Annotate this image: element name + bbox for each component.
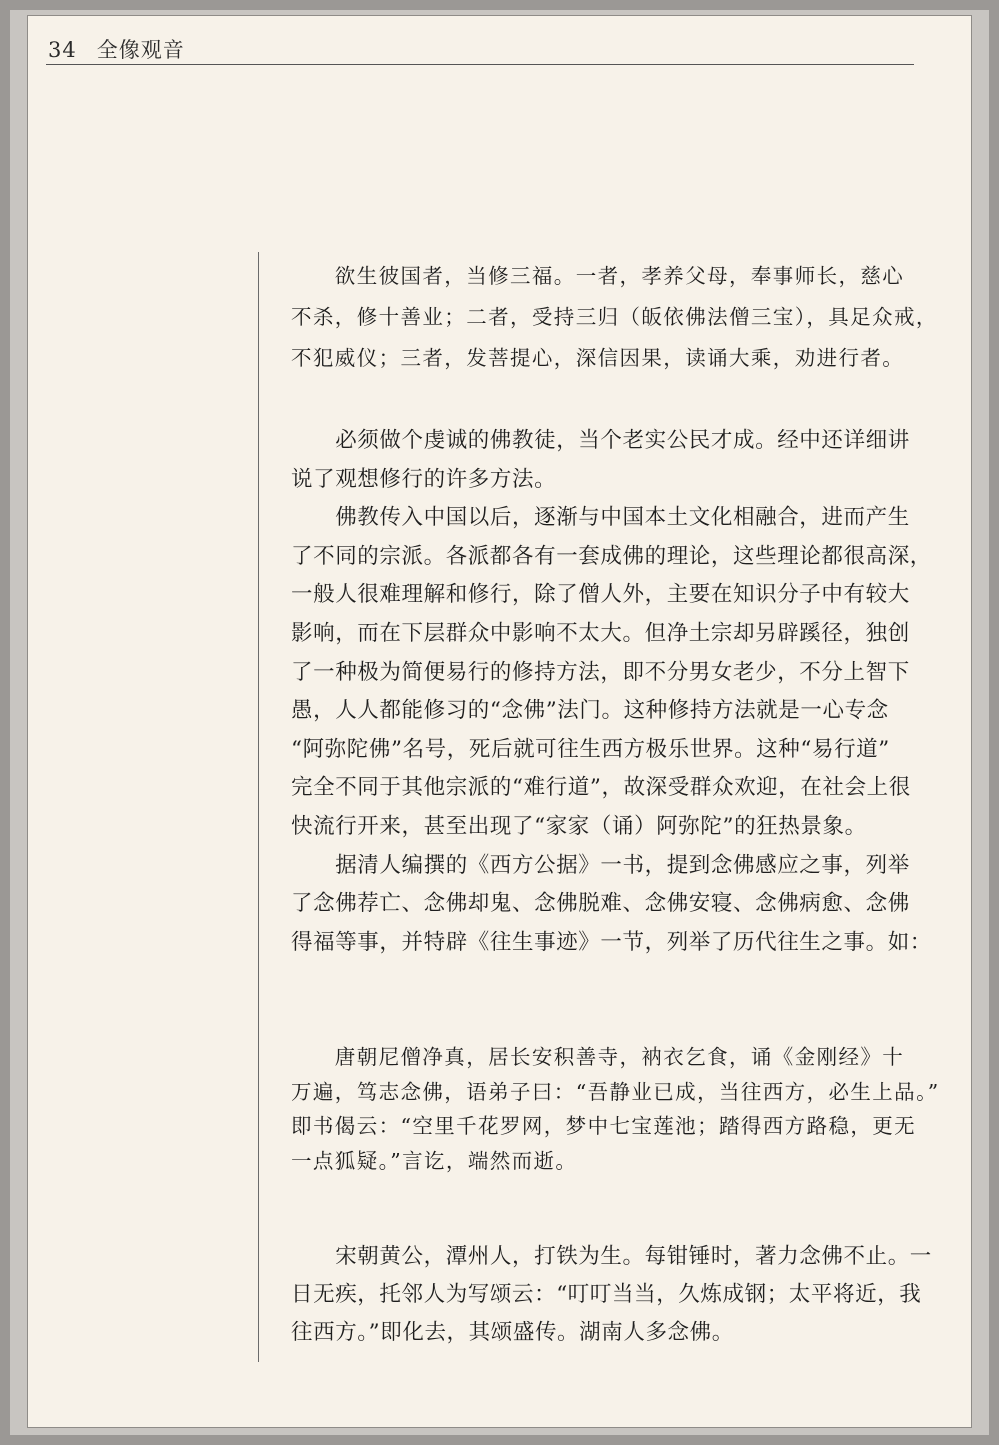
text-line: 一般人很难理解和修行，除了僧人外，主要在知识分子中有较大: [291, 582, 910, 608]
text-line: 了不同的宗派。各派都各有一套成佛的理论，这些理论都很高深，: [291, 543, 932, 569]
text-line: 即书偈云：“空里千花罗网，梦中七宝莲池；踏得西方路稳，更无: [291, 1114, 917, 1139]
text-line: 唐朝尼僧净真，居长安积善寺，衲衣乞食，诵《金刚经》十: [291, 1045, 905, 1069]
text-line: “阿弥陀佛”名号，死后就可往生西方极乐世界。这种“易行道”: [291, 736, 890, 762]
text-line: 了一种极为简便易行的修持方法，即不分男女老少，不分上智下: [291, 659, 910, 685]
text-line: 得福等事，并特辟《往生事迹》一节，列举了历代往生之事。如：: [291, 929, 932, 955]
book-title: 全像观音: [96, 38, 185, 62]
text-line: 快流行开来，甚至出现了“家家（诵）阿弥陀”的狂热景象。: [291, 813, 867, 839]
body-text: [291, 422, 932, 962]
scripture-quote-2: [291, 1040, 940, 1179]
text-line: 宋朝黄公，潭州人，打铁为生。每钳锤时，著力念佛不止。一: [291, 1244, 932, 1269]
text-line: 万遍，笃志念佛，语弟子曰：“吾静业已成，当往西方，必生上品。”: [291, 1079, 940, 1104]
text-line: 了念佛荐亡、念佛却鬼、念佛脱难、念佛安寝、念佛病愈、念佛: [291, 891, 910, 917]
header-rule: [46, 64, 914, 65]
text-line: 佛教传入中国以后，逐渐与中国本土文化相融合，进而产生: [291, 505, 910, 531]
text-line: 必须做个虔诚的佛教徒，当个老实公民才成。经中还详细讲: [291, 428, 910, 453]
page-number: 34: [48, 38, 77, 62]
margin-rule: [258, 252, 259, 1362]
text-line: 说了观想修行的许多方法。: [291, 466, 557, 492]
text-line: 日无疾，托邻人为写颂云：“叮叮当当，久炼成钢；太平将近，我: [291, 1282, 922, 1308]
text-line: 一点狐疑。”言讫，端然而逝。: [291, 1149, 578, 1174]
text-line: 不犯威仪；三者，发菩提心，深信因果，读诵大乘，劝进行者。: [291, 346, 905, 370]
text-line: 欲生彼国者，当修三福。一者，孝养父母，奉事师长，慈心: [291, 264, 905, 288]
closing-paragraph: [291, 1238, 932, 1353]
text-line: 不杀，修十善业；二者，受持三归（皈依佛法僧三宝），具足众戒，: [291, 305, 938, 329]
text-line: 影响，而在下层群众中影响不太大。但净土宗却另辟蹊径，独创: [291, 620, 910, 646]
text-line: 愚，人人都能修习的“念佛”法门。这种修持方法就是一心专念: [291, 698, 889, 724]
scripture-quote-1: [291, 256, 938, 379]
text-line: 据清人编撰的《西方公据》一书，提到念佛感应之事，列举: [291, 852, 910, 878]
running-header: [48, 34, 185, 64]
text-line: 完全不同于其他宗派的“难行道”，故深受群众欢迎，在社会上很: [291, 775, 911, 801]
text-line: 往西方。”即化去，其颂盛传。湖南人多念佛。: [291, 1320, 734, 1346]
